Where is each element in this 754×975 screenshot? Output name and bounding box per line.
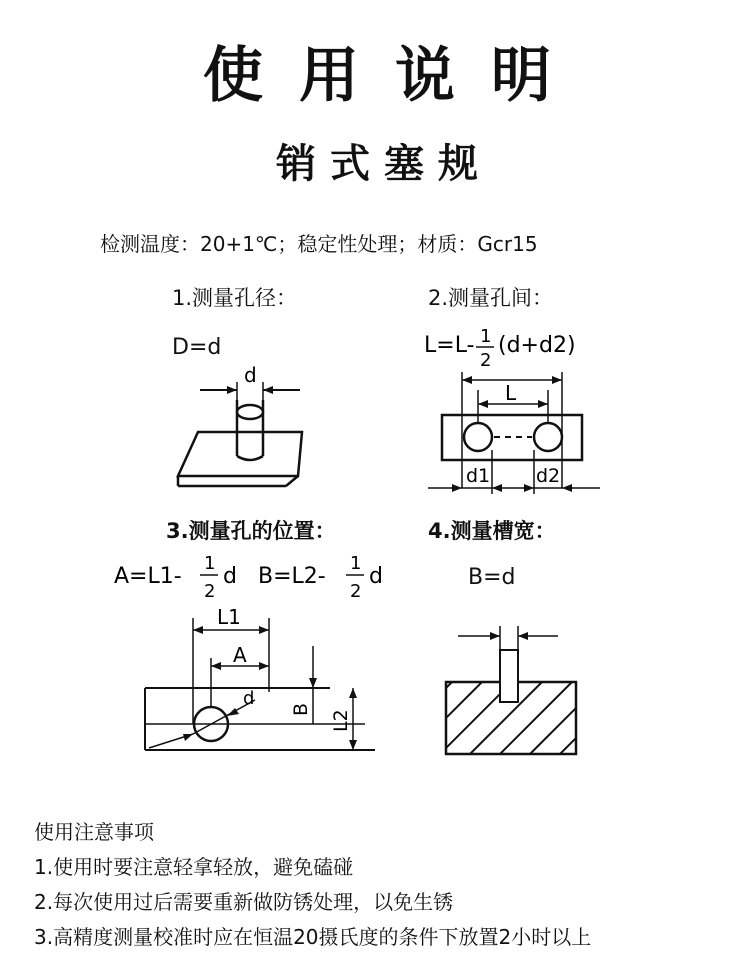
section-3-formula [112,545,402,603]
section-3-heading: 3.测量孔的位置： [166,519,336,543]
notes-block [34,815,591,955]
spacing-label-d1: d1 [466,465,491,487]
svg-text:(d+d2): (d+d2) [498,333,576,358]
notes-heading: 使用注意事项 [34,820,154,844]
section-1-formula: D=d [172,335,222,360]
svg-text:2: 2 [204,581,216,602]
hole-spacing-diagram [420,370,620,500]
hole-position-diagram [135,600,385,770]
svg-text:2: 2 [480,350,492,371]
section-1-heading: 1.测量孔径： [172,286,298,310]
section-2-formula [420,322,620,374]
svg-text:A=L1-: A=L1- [114,564,182,589]
note-item: 1.使用时要注意轻拿轻放，避免磕碰 [34,855,354,879]
slot-width-diagram [440,620,590,770]
svg-text:d: d [369,564,383,589]
svg-text:1: 1 [480,326,492,347]
section-4-formula: B=d [468,565,516,590]
position-label-A: A [233,643,247,667]
spec-line: 检测温度：20+1℃；稳定性处理；材质：Gcr15 [100,232,538,256]
svg-text:1: 1 [350,553,362,574]
spacing-label-L: L [505,381,517,405]
svg-text:d: d [223,564,237,589]
spacing-label-d2: d2 [536,465,561,487]
diameter-label: d [244,363,257,387]
page-title: 使用说明 [203,41,587,111]
note-item: 3.高精度测量校准时应在恒温20摄氏度的条件下放置2小时以上 [34,925,592,949]
note-item: 2.每次使用过后需要重新做防锈处理，以免生锈 [34,890,454,914]
svg-text:2: 2 [350,581,362,602]
position-label-d: d [243,688,255,709]
product-subtitle: 销式塞规 [276,141,492,187]
hole-diameter-diagram [160,360,340,500]
svg-text:1: 1 [204,553,216,574]
position-label-B: B [290,702,312,716]
position-label-L1: L1 [217,605,241,629]
section-2-heading: 2.测量孔间： [428,286,554,310]
svg-text:B=L2-: B=L2- [258,564,326,589]
position-label-L2: L2 [330,709,352,732]
svg-text:L=L-: L=L- [424,333,475,358]
section-4-heading: 4.测量槽宽： [428,519,556,543]
